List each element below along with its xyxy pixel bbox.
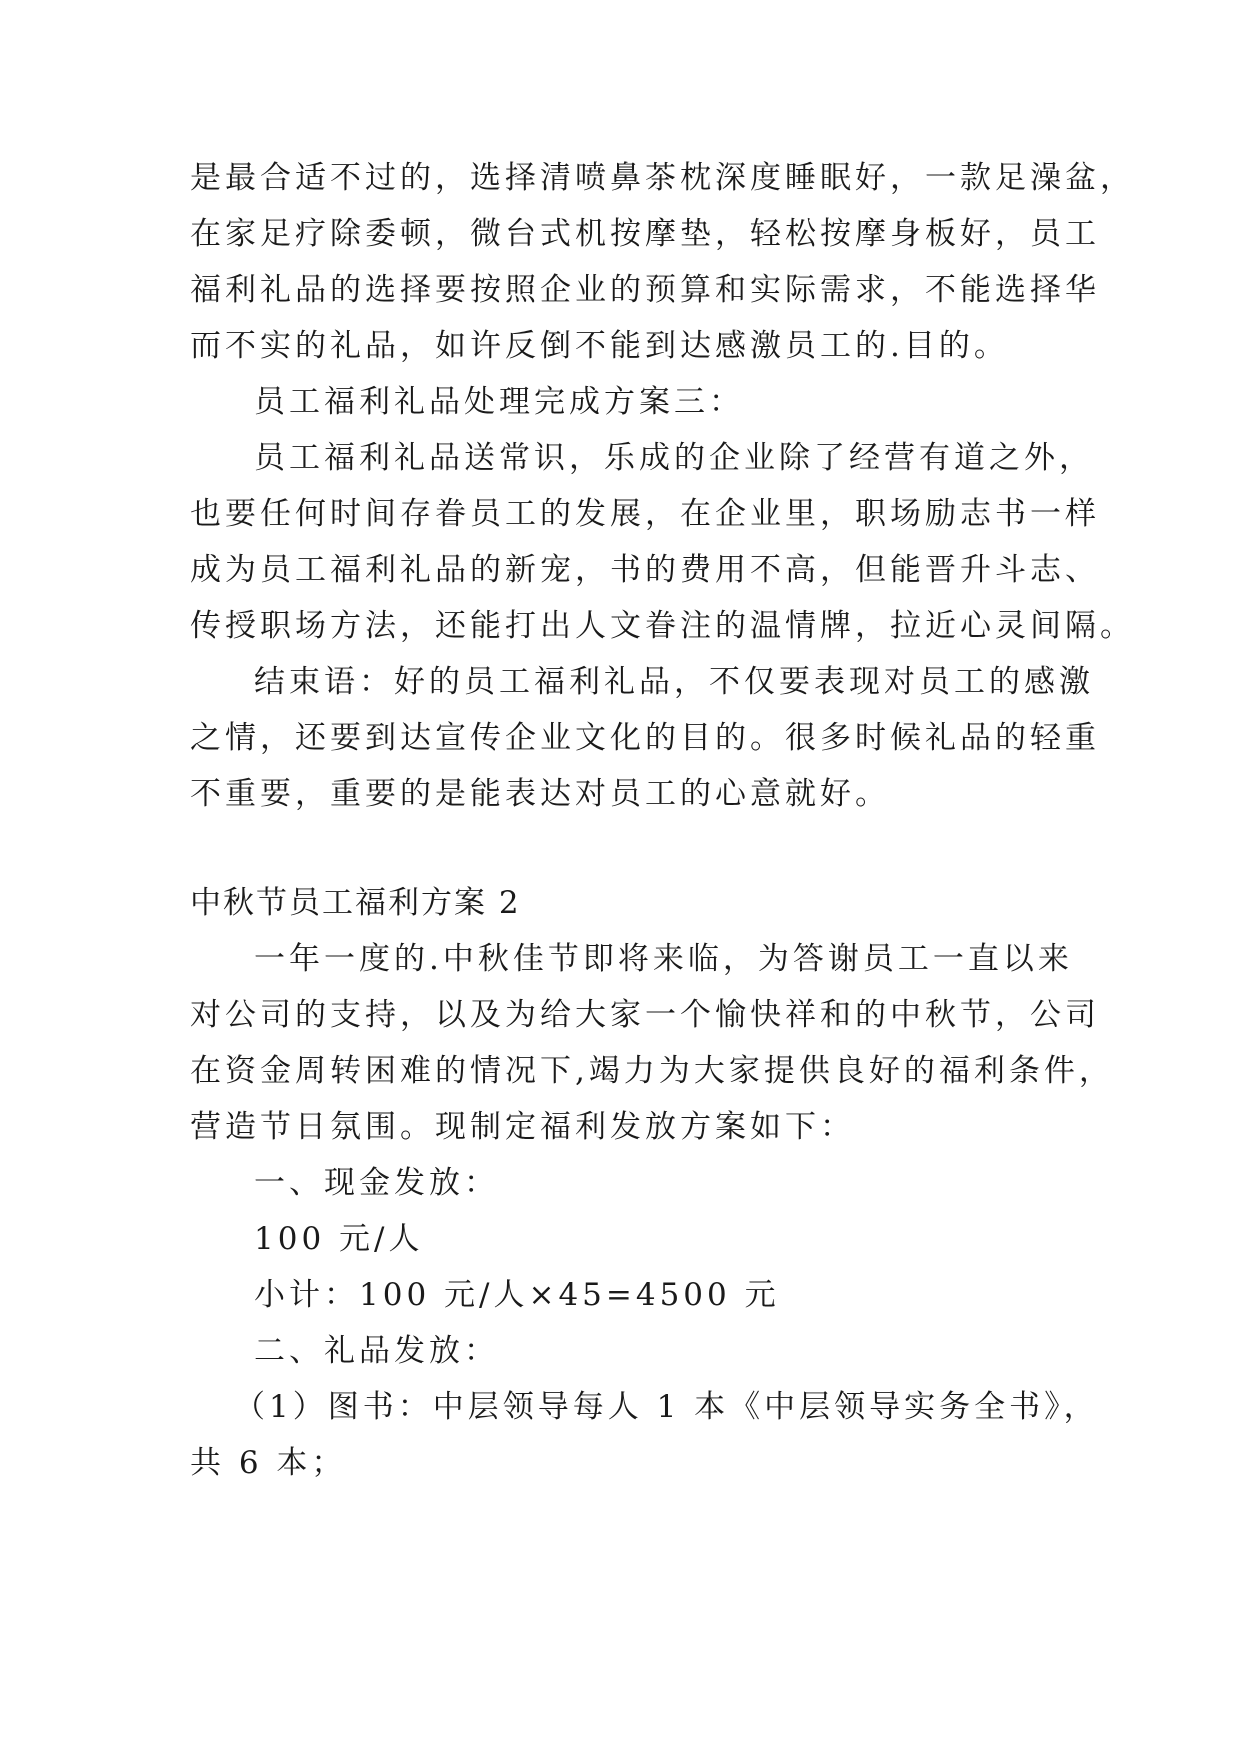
paragraph-line: 员工福利礼品送常识，乐成的企业除了经营有道之外， [254,440,1094,476]
paragraph-line: 结束语：好的员工福利礼品，不仅要表现对员工的感激 [254,664,1094,700]
paragraph-line: 营造节日氛围。现制定福利发放方案如下： [190,1109,855,1145]
paragraph-line: 成为员工福利礼品的新宠，书的费用不高，但能晋升斗志、 [190,552,1100,588]
item1-title: 一、现金发放： [254,1165,499,1201]
item1-subtotal: 小计：100 元/人×45=4500 元 [254,1277,780,1313]
item2-title: 二、礼品发放： [254,1333,499,1369]
plan3-title: 员工福利礼品处理完成方案三： [254,384,744,420]
paragraph-line: 不重要，重要的是能表达对员工的心意就好。 [190,776,890,812]
section-heading: 中秋节员工福利方案 2 [190,885,521,921]
paragraph-line: 在资金周转困难的情况下,竭力为大家提供良好的福利条件， [190,1053,1114,1089]
item1-amount: 100 元/人 [254,1221,424,1257]
paragraph-line: 对公司的支持，以及为给大家一个愉快祥和的中秋节，公司 [190,997,1100,1033]
paragraph-line: 也要任何时间存眷员工的发展，在企业里，职场励志书一样 [190,496,1100,532]
paragraph-line: 而不实的礼品，如许反倒不能到达感激员工的.目的。 [190,328,1009,364]
paragraph-line: 之情，还要到达宣传企业文化的目的。很多时候礼品的轻重 [190,720,1100,756]
paragraph-line: 是最合适不过的，选择清喷鼻茶枕深度睡眠好，一款足澡盆， [190,160,1135,196]
paragraph-line: 福利礼品的选择要按照企业的预算和实际需求，不能选择华 [190,272,1100,308]
paragraph-line: 在家足疗除委顿，微台式机按摩垫，轻松按摩身板好，员工 [190,216,1100,252]
section-gap [190,822,1060,875]
paragraph-line: 传授职场方法，还能打出人文眷注的温情牌，拉近心灵间隔。 [190,608,1135,644]
item2-books-line: 共 6 本； [190,1445,347,1481]
paragraph-line: 一年一度的.中秋佳节即将来临，为答谢员工一直以来 [254,941,1073,977]
document-page [190,150,1135,1491]
item2-books-line: （1）图书：中层领导每人 1 本《中层领导实务全书》， [234,1389,1099,1425]
